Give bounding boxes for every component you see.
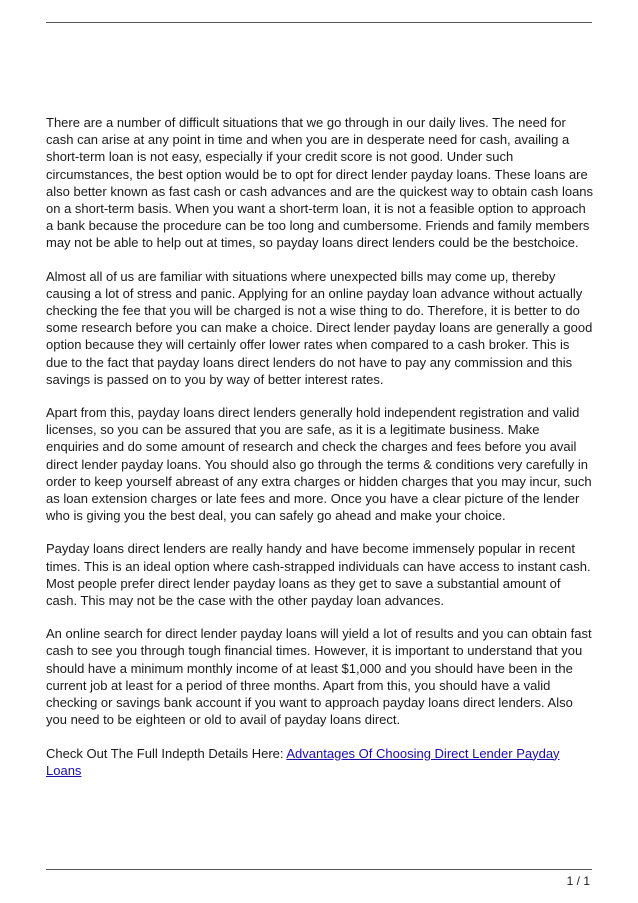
paragraph-3: Apart from this, payday loans direct lenders generally hold independent registration and valid licenses, so you can be assured that you are safe, as it is a legitimate business. Make enquiries and do some amount of research and check the charges and fees before you avail direct lender payday loans. You should also go through the terms & conditions very carefully in order to keep yourself abreast of any extra charges or hidden charges that you may incur, such as loan extension charges or late fees and more. Once you have a clear picture of the lender who is giving you the best deal, you can safely go ahead and make your choice. <box>46 405 592 524</box>
document-body <box>46 114 594 795</box>
cta-prefix: Check Out The Full Indepth Details Here: <box>46 745 287 761</box>
paragraph-2: Almost all of us are familiar with situations where unexpected bills may come up, thereby causing a lot of stress and panic. Applying for an online payday loan advance without actually checking the fee that you will be charged is not a wise thing to do. Therefore, it is better to do some research before you can make a choice. Direct lender payday loans are generally a good option because they will certainly offer lower rates when compared to a cash broker. This is due to the fact that payday loans direct lenders do not have to pay any commission and this savings is passed on to you by way of better interest rates. <box>46 268 593 387</box>
paragraph-1: There are a number of difficult situations that we go through in our daily lives. The need for cash can arise at any point in time and when you are in desperate need for cash, availing a short-term loan is not easy, especially if your credit score is not good. Under such circumstances, the best option would be to opt for direct lender payday loans. These loans are also better known as fast cash or cash advances and are the quickest way to obtain cash loans on a short-term basis. When you want a short-term loan, it is not a feasible option to approach a bank because the procedure can be too long and cumbersome. Friends and family members may not be able to help out at times, so payday loans direct lenders could be the bestchoice. <box>46 115 594 251</box>
page-number: 1 / 1 <box>566 874 590 888</box>
details-link[interactable]: Advantages Of Choosing Direct Lender Payday Loans <box>46 745 560 778</box>
paragraph-4: Payday loans direct lenders are really handy and have become immensely popular in recent times. This is an ideal option where cash-strapped individuals can have access to instant cash. Most people prefer direct lender payday loans as they get to save a substantial amount of cash. This may not be the case with the other payday loan advances. <box>46 541 591 609</box>
footer-divider <box>46 869 592 870</box>
cta-paragraph <box>46 745 594 779</box>
header-divider <box>46 22 592 23</box>
paragraph-5: An online search for direct lender payday loans will yield a lot of results and you can obtain fast cash to see you through tough financial times. However, it is important to understand that you should have a minimum monthly income of at least $1,000 and you should have been in the current job at least for a period of three months. Apart from this, you should have a valid checking or savings bank account if you want to approach payday loans direct lenders. Also you need to be eighteen or old to avail of payday loans direct. <box>46 626 592 728</box>
